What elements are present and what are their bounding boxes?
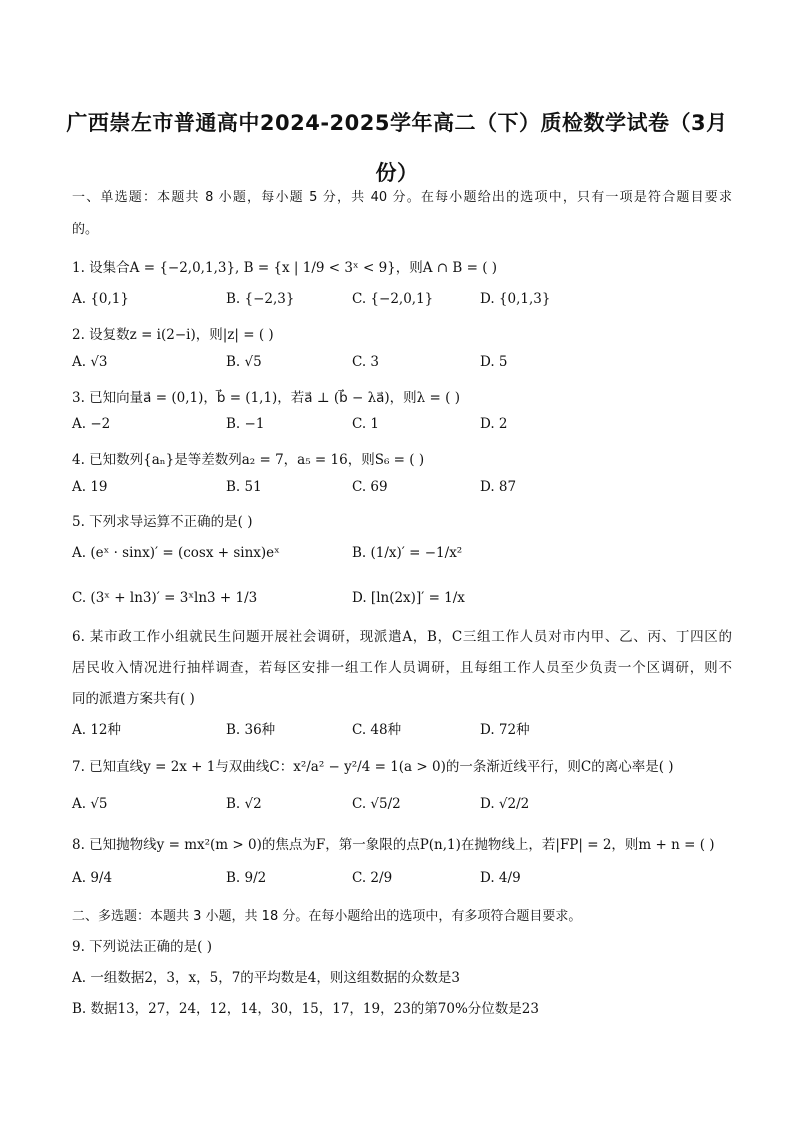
question-4-option-b: B. 51 [226, 479, 262, 495]
question-1-stem: 1. 设集合A = {−2,0,1,3}, B = {x | 1/9 < 3ˣ < 9}，则A ∩ B = ( ) [72, 260, 498, 276]
question-4-option-d: D. 87 [480, 479, 517, 495]
question-7-stem: 7. 已知直线y = 2x + 1与双曲线C：x²/a² − y²/4 = 1(a > 0)的一条渐近线平行，则C的离心率是( ) [72, 759, 674, 775]
question-5-stem: 5. 下列求导运算不正确的是( ) [72, 514, 253, 530]
question-2-option-d: D. 5 [480, 354, 508, 370]
question-1-option-c: C. {−2,0,1} [352, 291, 434, 307]
question-8-option-a: A. 9/4 [72, 870, 113, 886]
question-2-option-a: A. √3 [72, 354, 108, 370]
question-5-option-d: D. [ln(2x)]′ = 1/x [352, 590, 465, 606]
question-3-stem: 3. 已知向量a⃗ = (0,1)，b⃗ = (1,1)，若a⃗ ⊥ (b⃗ − λa⃗)，则λ = ( ) [72, 390, 460, 406]
question-9-stem: 9. 下列说法正确的是( ) [72, 939, 212, 955]
question-4-option-a: A. 19 [72, 479, 108, 495]
question-7-option-a: A. √5 [72, 796, 108, 812]
question-7-option-b: B. √2 [226, 796, 262, 812]
question-6-option-b: B. 36种 [226, 722, 276, 738]
exam-title-line2: 份） [375, 161, 419, 185]
question-4-option-c: C. 69 [352, 479, 388, 495]
question-5-option-c: C. (3ˣ + ln3)′ = 3ˣln3 + 1/3 [72, 590, 258, 606]
question-6-stem-line1: 6. 某市政工作小组就民生问题开展社会调研，现派遣A，B，C三组工作人员对市内甲、乙、丙、丁四区的 [72, 629, 732, 645]
question-1-option-b: B. {−2,3} [226, 291, 295, 307]
question-2-option-b: B. √5 [226, 354, 262, 370]
question-3-option-a: A. −2 [72, 416, 111, 432]
question-7-option-c: C. √5/2 [352, 796, 401, 812]
question-8-option-b: B. 9/2 [226, 870, 267, 886]
question-2-option-c: C. 3 [352, 354, 380, 370]
question-9-option-a: A. 一组数据2，3，x，5，7的平均数是4，则这组数据的众数是3 [72, 970, 460, 986]
section1-heading-cont: 的。 [72, 222, 99, 237]
question-8-option-d: D. 4/9 [480, 870, 521, 886]
question-6-option-d: D. 72种 [480, 722, 530, 738]
question-1-option-a: A. {0,1} [72, 291, 129, 307]
question-4-stem: 4. 已知数列{aₙ}是等差数列a₂ = 7，a₅ = 16，则S₆ = ( ) [72, 452, 425, 468]
question-8-stem: 8. 已知抛物线y = mx²(m > 0)的焦点为F，第一象限的点P(n,1)在抛物线上，若|FP| = 2，则m + n = ( ) [72, 837, 715, 853]
question-2-stem: 2. 设复数z = i(2−i)，则|z| = ( ) [72, 327, 274, 343]
question-9-option-b: B. 数据13，27，24，12，14，30，15，17，19，23的第70%分位数是23 [72, 1001, 539, 1017]
question-6-stem-line2: 居民收入情况进行抽样调查，若每区安排一组工作人员调研，且每组工作人员至少负责一个区调研，则不 [72, 660, 732, 676]
question-5-option-a: A. (eˣ · sinx)′ = (cosx + sinx)eˣ [72, 545, 280, 561]
question-8-option-c: C. 2/9 [352, 870, 393, 886]
section1-heading: 一、单选题：本题共 8 小题，每小题 5 分，共 40 分。在每小题给出的选项中，只有一项是符合题目要求 [72, 190, 732, 205]
question-5-option-b: B. (1/x)′ = −1/x² [352, 545, 463, 561]
question-3-option-c: C. 1 [352, 416, 380, 432]
section2-heading: 二、多选题：本题共 3 小题，共 18 分。在每小题给出的选项中，有多项符合题目要求。 [72, 909, 582, 924]
question-6-option-a: A. 12种 [72, 722, 122, 738]
exam-title-line1: 广西崇左市普通高中2024-2025学年高二（下）质检数学试卷（3月 [66, 111, 728, 135]
question-6-stem-line3: 同的派遣方案共有( ) [72, 691, 195, 707]
question-6-option-c: C. 48种 [352, 722, 402, 738]
question-1-option-d: D. {0,1,3} [480, 291, 551, 307]
exam-title [60, 98, 734, 198]
question-3-option-b: B. −1 [226, 416, 265, 432]
question-7-option-d: D. √2/2 [480, 796, 530, 812]
question-3-option-d: D. 2 [480, 416, 508, 432]
